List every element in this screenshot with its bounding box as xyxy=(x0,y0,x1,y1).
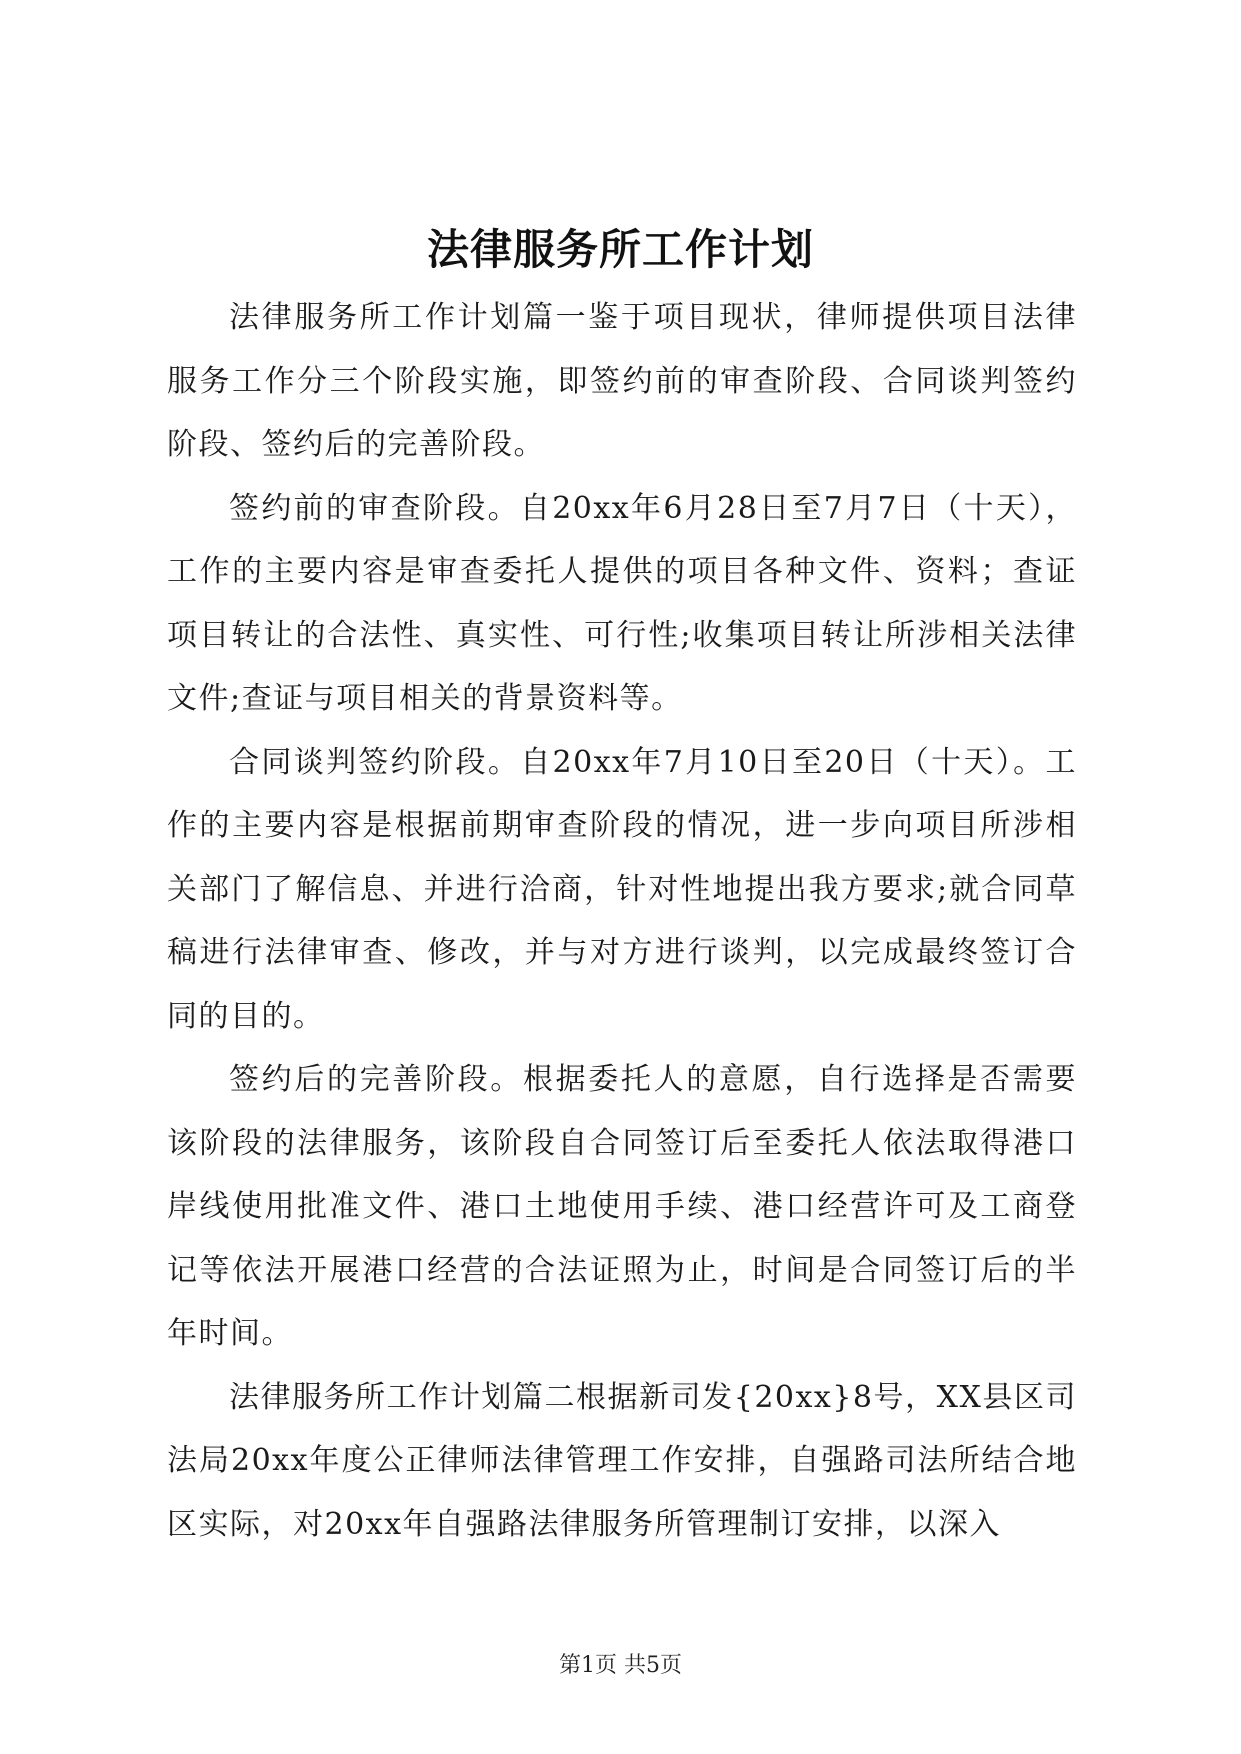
paragraph-5: 法律服务所工作计划篇二根据新司发{20xx}8号，XX县区司法局20xx年度公正律师法律管理工作安排，自强路司法所结合地区实际，对20xx年自强路法律服务所管理制订安排，以深入 xyxy=(167,1379,1077,1542)
paragraph-4: 签约后的完善阶段。根据委托人的意愿，自行选择是否需要该阶段的法律服务，该阶段自合同签订后至委托人依法取得港口岸线使用批准文件、港口土地使用手续、港口经营许可及工商登记等依法开展港口经营的合法证照为止，时间是合同签订后的半年时间。 xyxy=(167,1062,1077,1351)
paragraph-2: 签约前的审查阶段。自20xx年6月28日至7月7日（十天），工作的主要内容是审查委托人提供的项目各种文件、资料；查证项目转让的合法性、真实性、可行性;收集项目转让所涉相关法律文件;查证与项目相关的背景资料等。 xyxy=(167,490,1077,716)
document-title: 法律服务所工作计划 xyxy=(426,225,814,274)
paragraph-3: 合同谈判签约阶段。自20xx年7月10日至20日（十天）。工作的主要内容是根据前期审查阶段的情况，进一步向项目所涉相关部门了解信息、并进行洽商，针对性地提出我方要求;就合同草稿进行法律审查、修改，并与对方进行谈判，以完成最终签订合同的目的。 xyxy=(167,744,1077,1034)
paragraph-1: 法律服务所工作计划篇一鉴于项目现状，律师提供项目法律服务工作分三个阶段实施，即签约前的审查阶段、合同谈判签约阶段、签约后的完善阶段。 xyxy=(167,300,1077,462)
page-number-footer: 第1页 共5页 xyxy=(559,1653,682,1678)
document-body xyxy=(167,286,1077,1556)
